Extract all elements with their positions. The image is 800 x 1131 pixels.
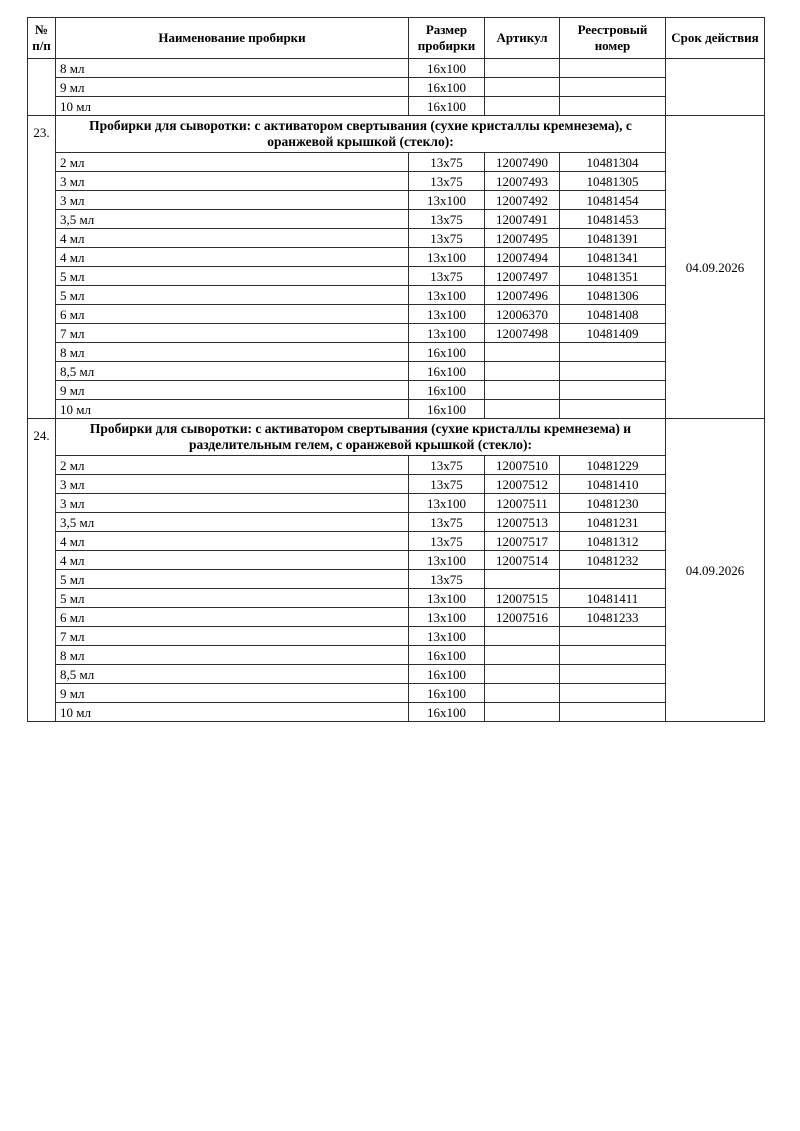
cell-tube-size: 16x100 [409,97,485,116]
cell-registry-number: 10481230 [560,494,666,513]
cell-tube-name: 3 мл [56,191,409,210]
cell-registry-number [560,665,666,684]
cell-article [485,684,560,703]
cell-tube-size: 13x100 [409,494,485,513]
cell-article [485,362,560,381]
row-number-cell [28,59,56,116]
cell-tube-name: 3 мл [56,475,409,494]
cell-tube-name: 3 мл [56,172,409,191]
cell-tube-name: 9 мл [56,78,409,97]
cell-tube-name: 6 мл [56,608,409,627]
cell-registry-number [560,646,666,665]
table-row [28,665,765,684]
cell-registry-number [560,627,666,646]
cell-registry-number: 10481408 [560,305,666,324]
col-header-size: Размер пробирки [409,18,485,59]
cell-article [485,627,560,646]
table-row [28,286,765,305]
cell-registry-number: 10481453 [560,210,666,229]
table-row [28,324,765,343]
col-header-name: Наименование пробирки [56,18,409,59]
table-row [28,646,765,665]
cell-tube-name: 4 мл [56,551,409,570]
cell-registry-number [560,362,666,381]
cell-tube-size: 13x100 [409,627,485,646]
tube-registry-table [27,17,765,722]
cell-article: 12007492 [485,191,560,210]
cell-tube-name: 7 мл [56,324,409,343]
cell-tube-name: 5 мл [56,570,409,589]
table-row [28,513,765,532]
cell-tube-name: 4 мл [56,229,409,248]
cell-tube-size: 16x100 [409,381,485,400]
cell-tube-size: 13x100 [409,608,485,627]
cell-registry-number [560,400,666,419]
cell-registry-number: 10481409 [560,324,666,343]
cell-registry-number: 10481341 [560,248,666,267]
col-header-expiry: Срок действия [666,18,765,59]
cell-tube-name: 8 мл [56,646,409,665]
cell-tube-size: 13x100 [409,191,485,210]
cell-article: 12007490 [485,153,560,172]
cell-tube-name: 8,5 мл [56,362,409,381]
cell-article [485,78,560,97]
cell-registry-number: 10481232 [560,551,666,570]
cell-tube-size: 13x100 [409,324,485,343]
col-header-registry: Реестровый номер [560,18,666,59]
table-row [28,362,765,381]
cell-tube-name: 3,5 мл [56,513,409,532]
cell-article: 12007494 [485,248,560,267]
cell-tube-name: 8 мл [56,59,409,78]
cell-tube-name: 5 мл [56,589,409,608]
cell-tube-name: 4 мл [56,532,409,551]
table-row [28,78,765,97]
table-row [28,456,765,475]
cell-article: 12007512 [485,475,560,494]
cell-tube-name: 3 мл [56,494,409,513]
table-row [28,608,765,627]
table-row [28,589,765,608]
cell-registry-number: 10481306 [560,286,666,305]
cell-tube-size: 13x100 [409,551,485,570]
cell-expiry-date: 04.09.2026 [666,419,765,722]
cell-tube-name: 3,5 мл [56,210,409,229]
cell-registry-number [560,343,666,362]
cell-tube-name: 7 мл [56,627,409,646]
cell-article [485,703,560,722]
table-row [28,381,765,400]
table-row [28,343,765,362]
cell-tube-name: 9 мл [56,684,409,703]
table-row [28,97,765,116]
cell-article [485,400,560,419]
table-row [28,59,765,78]
cell-registry-number: 10481304 [560,153,666,172]
cell-tube-size: 16x100 [409,78,485,97]
cell-registry-number: 10481410 [560,475,666,494]
table-row [28,570,765,589]
cell-article [485,59,560,78]
table-row [28,229,765,248]
cell-tube-size: 16x100 [409,59,485,78]
col-header-number: № п/п [28,18,56,59]
section-header-row [28,419,765,456]
cell-tube-name: 6 мл [56,305,409,324]
cell-tube-size: 16x100 [409,684,485,703]
cell-article [485,646,560,665]
cell-registry-number: 10481229 [560,456,666,475]
cell-tube-name: 9 мл [56,381,409,400]
table-row [28,703,765,722]
cell-article: 12007493 [485,172,560,191]
cell-registry-number [560,684,666,703]
cell-article [485,343,560,362]
table-row [28,305,765,324]
cell-tube-size: 13x100 [409,589,485,608]
cell-registry-number [560,703,666,722]
section-number: 24. [28,419,56,722]
cell-expiry-date: 04.09.2026 [666,116,765,419]
cell-tube-name: 10 мл [56,703,409,722]
cell-tube-size: 13x100 [409,248,485,267]
cell-tube-name: 8 мл [56,343,409,362]
cell-registry-number [560,381,666,400]
cell-tube-size: 13x100 [409,305,485,324]
table-row [28,153,765,172]
cell-registry-number: 10481391 [560,229,666,248]
cell-tube-name: 8,5 мл [56,665,409,684]
cell-tube-size: 13x75 [409,532,485,551]
section-title: Пробирки для сыворотки: с активатором свертывания (сухие кристаллы кремнезема) и разделительным гелем, с оранжевой крышкой (стекло): [56,419,666,456]
section-title: Пробирки для сыворотки: с активатором свертывания (сухие кристаллы кремнезема), с оранжевой крышкой (стекло): [56,116,666,153]
cell-tube-size: 13x75 [409,210,485,229]
cell-article: 12007517 [485,532,560,551]
cell-article [485,97,560,116]
table-row [28,172,765,191]
column-header-row [28,18,765,59]
section-header-row [28,116,765,153]
cell-article: 12007515 [485,589,560,608]
table-row [28,494,765,513]
cell-registry-number: 10481305 [560,172,666,191]
cell-registry-number [560,97,666,116]
table-row [28,248,765,267]
cell-tube-name: 10 мл [56,97,409,116]
cell-tube-size: 16x100 [409,400,485,419]
table-row [28,684,765,703]
cell-article: 12007498 [485,324,560,343]
cell-tube-size: 13x75 [409,267,485,286]
cell-tube-size: 13x100 [409,286,485,305]
cell-tube-size: 16x100 [409,343,485,362]
cell-article: 12007495 [485,229,560,248]
cell-tube-size: 16x100 [409,362,485,381]
cell-article: 12007497 [485,267,560,286]
cell-article: 12007496 [485,286,560,305]
cell-tube-size: 13x75 [409,513,485,532]
cell-tube-name: 4 мл [56,248,409,267]
table-row [28,627,765,646]
cell-tube-name: 5 мл [56,286,409,305]
table-row [28,400,765,419]
cell-registry-number: 10481231 [560,513,666,532]
cell-registry-number: 10481312 [560,532,666,551]
cell-tube-size: 13x75 [409,570,485,589]
section-number: 23. [28,116,56,419]
table-row [28,475,765,494]
cell-tube-name: 10 мл [56,400,409,419]
cell-registry-number: 10481233 [560,608,666,627]
cell-tube-name: 2 мл [56,456,409,475]
cell-tube-size: 16x100 [409,703,485,722]
cell-expiry-date [666,59,765,116]
cell-article [485,665,560,684]
cell-tube-size: 16x100 [409,665,485,684]
cell-article [485,570,560,589]
cell-registry-number: 10481351 [560,267,666,286]
cell-tube-size: 16x100 [409,646,485,665]
table-body [28,59,765,722]
cell-tube-name: 5 мл [56,267,409,286]
table-row [28,191,765,210]
cell-tube-size: 13x75 [409,456,485,475]
cell-registry-number [560,59,666,78]
cell-registry-number [560,570,666,589]
cell-tube-size: 13x75 [409,153,485,172]
table-row [28,210,765,229]
cell-tube-size: 13x75 [409,172,485,191]
cell-article: 12007513 [485,513,560,532]
table-row [28,532,765,551]
cell-article: 12007491 [485,210,560,229]
cell-article: 12007516 [485,608,560,627]
cell-registry-number: 10481411 [560,589,666,608]
cell-article: 12007510 [485,456,560,475]
cell-tube-size: 13x75 [409,475,485,494]
cell-article [485,381,560,400]
cell-article: 12007514 [485,551,560,570]
table-row [28,551,765,570]
cell-registry-number: 10481454 [560,191,666,210]
col-header-article: Артикул [485,18,560,59]
cell-tube-name: 2 мл [56,153,409,172]
cell-article: 12007511 [485,494,560,513]
table-row [28,267,765,286]
cell-registry-number [560,78,666,97]
cell-tube-size: 13x75 [409,229,485,248]
cell-article: 12006370 [485,305,560,324]
